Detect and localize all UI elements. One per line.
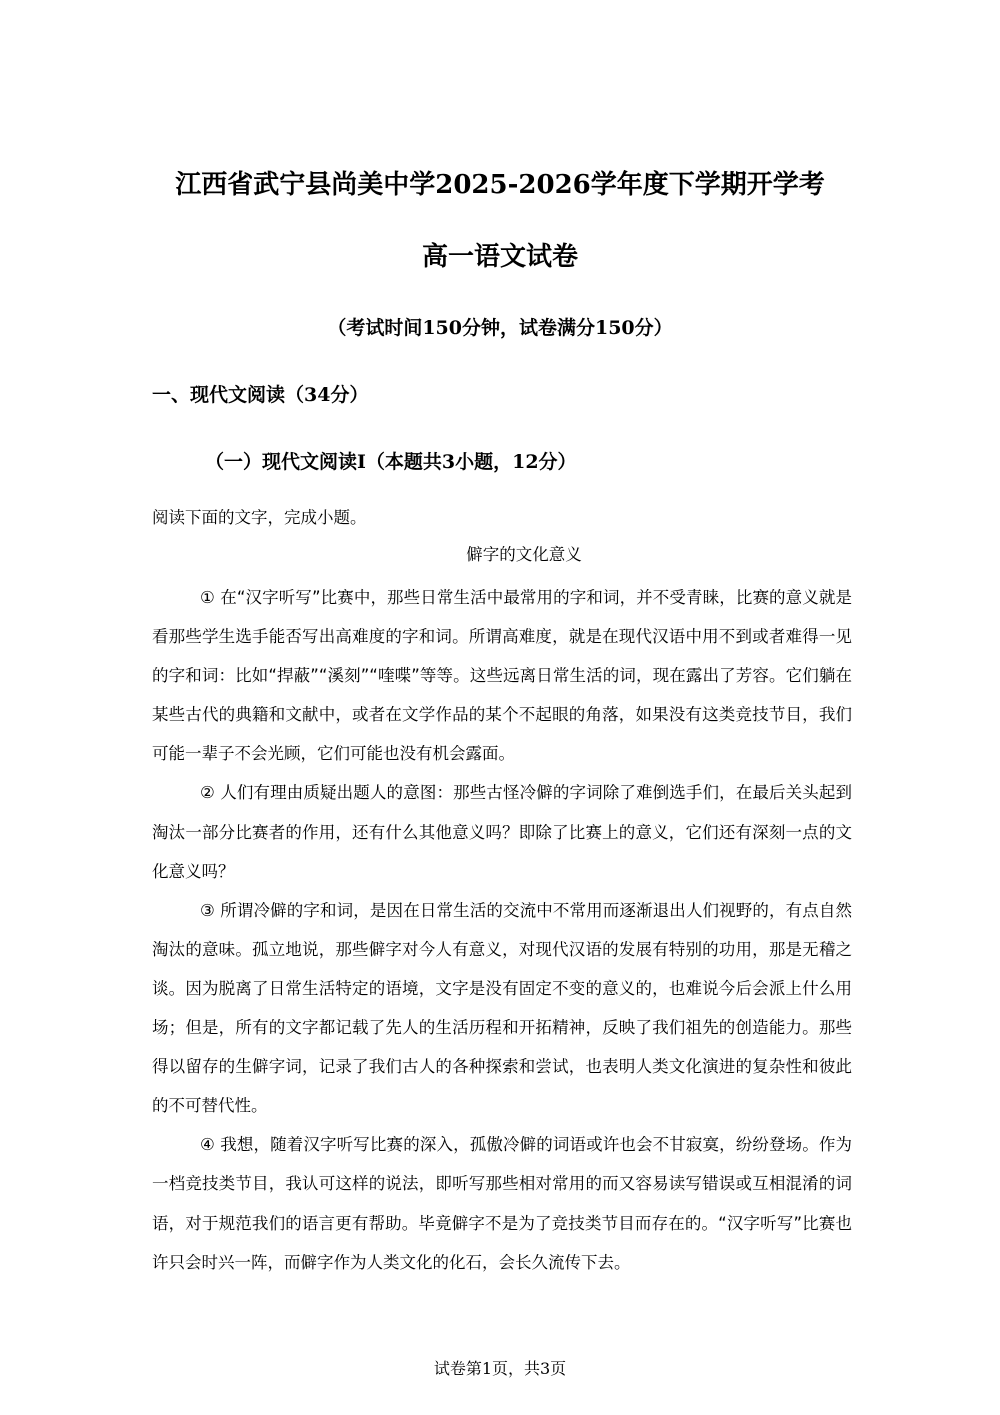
article-paragraph-1: ① 在“汉字听写”比赛中，那些日常生活中最常用的字和词，并不受青睐，比赛的意义就是看那些学生选手能否写出高难度的字和词。所谓高难度，就是在现代汉语中用不到或者难得一见的字和词：比如“捍蔽”“溪刻”“喹喋”等等。这些远离日常生活的词，现在露出了芳容。它们躺在某些古代的典籍和文献中，或者在文学作品的某个不起眼的角落，如果没有这类竞技节目，我们可能一辈子不会光顾，它们可能也没有机会露面。: [152, 588, 852, 764]
article-title: 僻字的文化意义: [466, 545, 582, 564]
exam-time-and-score-info: （考试时间150分钟，试卷满分150分）: [327, 317, 673, 339]
article-body: [152, 578, 852, 1282]
page-footer: 试卷第1页，共3页: [433, 1359, 567, 1378]
article-paragraph-2: ② 人们有理由质疑出题人的意图：那些古怪冷僻的字词除了难倒选手们，在最后关头起到淘汰一部分比赛者的作用，还有什么其他意义吗？即除了比赛上的意义，它们还有深刻一点的文化意义吗？: [152, 783, 852, 881]
subsection-heading: （一）现代文阅读I（本题共3小题，12分）: [205, 451, 577, 473]
section-heading: 一、现代文阅读（34分）: [152, 384, 369, 406]
article-paragraph-4: ④ 我想，随着汉字听写比赛的深入，孤傲冷僻的词语或许也会不甘寂寞，纷纷登场。作为一档竞技类节目，我认可这样的说法，即听写那些相对常用的而又容易读写错误或互相混淆的词语，对于规范我们的语言更有帮助。毕竟僻字不是为了竞技类节目而存在的。“汉字听写”比赛也许只会时兴一阵，而僻字作为人类文化的化石，会长久流传下去。: [152, 1135, 852, 1272]
exam-title-line-2: 高一语文试卷: [421, 242, 578, 272]
reading-instruction: 阅读下面的文字，完成小题。: [152, 508, 367, 527]
exam-title-line-1: 江西省武宁县尚美中学2025-2026学年度下学期开学考: [175, 170, 825, 200]
article-paragraph-3: ③ 所谓冷僻的字和词，是因在日常生活的交流中不常用而逐渐退出人们视野的，有点自然淘汰的意味。孤立地说，那些僻字对今人有意义，对现代汉语的发展有特别的功用，那是无稽之谈。因为脱离了日常生活特定的语境，文字是没有固定不变的意义的，也难说今后会派上什么用场；但是，所有的文字都记载了先人的生活历程和开拓精神，反映了我们祖先的创造能力。那些得以留存的生僻字词，记录了我们古人的各种探索和尝试，也表明人类文化演进的复杂性和彼此的不可替代性。: [152, 900, 852, 1116]
